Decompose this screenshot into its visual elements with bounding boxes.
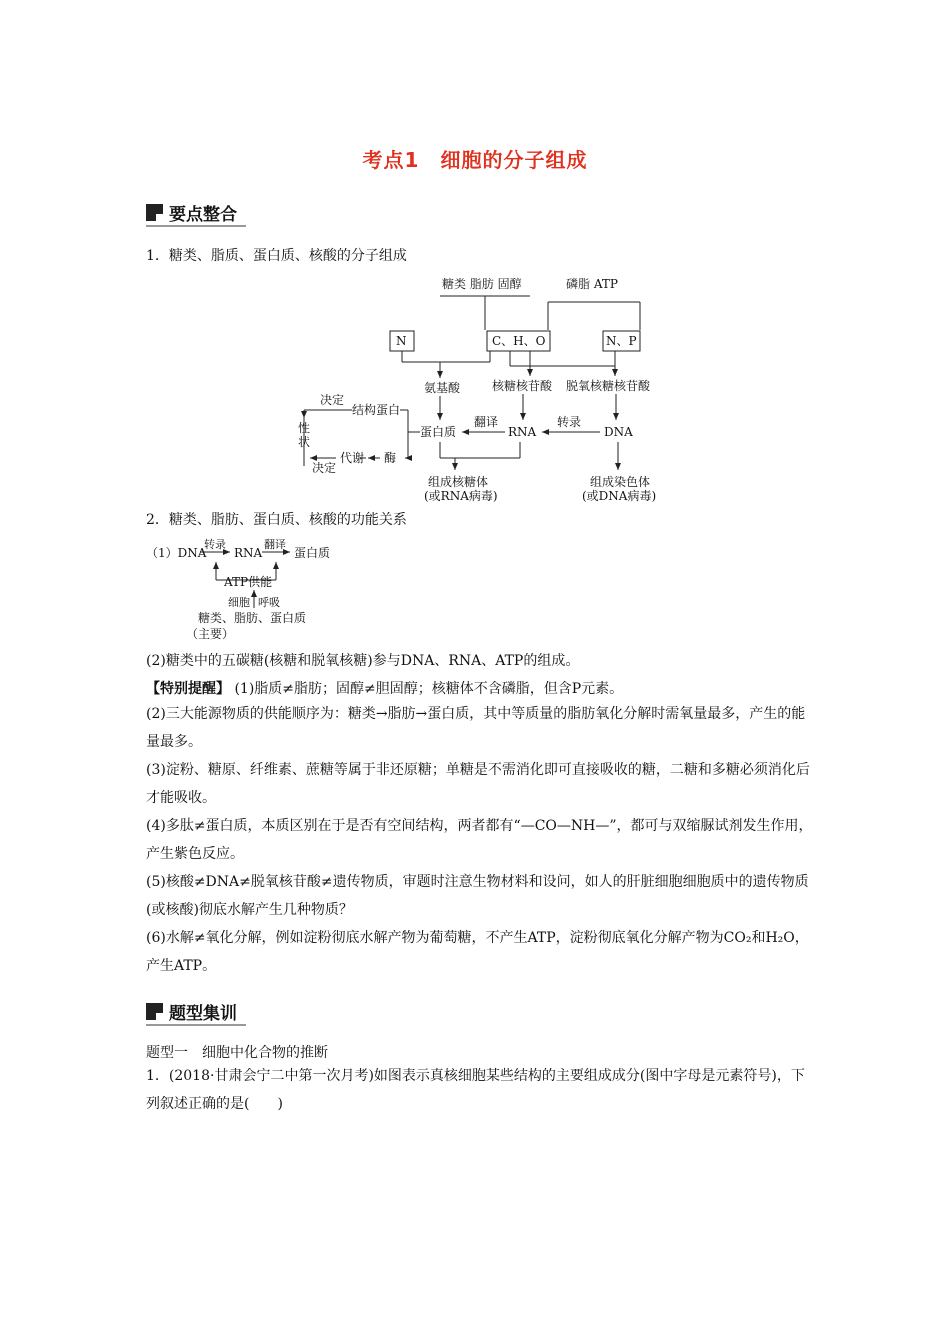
label-protein: 蛋白质	[294, 546, 331, 560]
label-transcription: 转录	[204, 538, 226, 551]
label-n: N	[396, 334, 407, 348]
special-tip-text: (1)脂质≠脂肪；固醇≠胆固醇；核糖体不含磷脂，但含P元素。	[230, 681, 624, 697]
label-rna: RNA	[234, 546, 263, 560]
page-title: 考点1 细胞的分子组成	[362, 148, 588, 172]
label-cho: C、H、O	[492, 334, 546, 348]
section-marker-icon	[146, 1003, 163, 1020]
label-sugar-fat-sterol: 糖类 脂肪 固醇	[442, 277, 522, 291]
label-np: N、P	[606, 334, 637, 348]
label-enzyme: 酶	[384, 451, 397, 465]
section-marker-icon	[146, 204, 163, 221]
label-respiration: 呼吸	[258, 596, 280, 609]
label-transcription: 转录	[557, 415, 582, 429]
label-phospholipid-atp: 磷脂 ATP	[566, 277, 618, 291]
label-metabolism: 代谢	[340, 451, 365, 465]
section-heading-question-types	[146, 996, 237, 1026]
tip-4: (4)多肽≠蛋白质，本质区别在于是否有空间结构，两者都有“—CO—NH—”，都可与双缩脲试剂发生作用，产生紫色反应。	[146, 818, 813, 862]
label-trait-2: 状	[298, 435, 311, 449]
label-ribonucleotide: 核糖核苷酸	[492, 379, 553, 393]
section-heading-text: 要点整合	[169, 204, 237, 225]
section-heading-text: 题型集训	[169, 1003, 237, 1024]
item-2-heading: 2．糖类、脂肪、蛋白质、核酸的功能关系	[146, 512, 407, 528]
paragraph-pentose: (2)糖类中的五碳糖(核糖和脱氧核糖)参与DNA、RNA、ATP的组成。	[146, 653, 580, 669]
label-amino-acid: 氨基酸	[424, 381, 461, 395]
label-dna-prefix: （1）DNA	[146, 546, 207, 560]
question-1: 1．(2018·甘肃会宁二中第一次月考)如图表示真核细胞某些结构的主要组成成分(图中字母是元素符号)，下列叙述正确的是( )	[146, 1068, 805, 1112]
label-rna-virus: (或RNA病毒)	[424, 489, 498, 503]
question-type-1: 题型一 细胞中化合物的推断	[146, 1045, 328, 1061]
label-protein: 蛋白质	[420, 425, 457, 439]
special-tip-line	[146, 679, 816, 699]
tip-2: (2)三大能源物质的供能顺序为：糖类→脂肪→蛋白质，其中等质量的脂肪氧化分解时需氧量最多，产生的能量最多。	[146, 706, 806, 750]
label-dna-virus: (或DNA病毒)	[582, 489, 657, 503]
section-underline	[146, 1024, 246, 1026]
label-atp-supply: ATP供能	[224, 575, 273, 589]
label-rna: RNA	[508, 425, 537, 439]
special-tip-label: 【特别提醒】	[146, 681, 230, 697]
label-decide-bottom: 决定	[312, 461, 337, 475]
section-heading-key-points	[146, 197, 237, 227]
molecular-composition-diagram	[280, 266, 680, 510]
label-chromosome: 组成染色体	[590, 475, 651, 489]
label-structural-protein: 结构蛋白	[352, 403, 401, 417]
function-relation-diagram	[146, 538, 366, 644]
label-cell: 细胞	[228, 596, 250, 609]
tip-5: (5)核酸≠DNA≠脱氧核苷酸≠遗传物质，审题时注意生物材料和设问，如人的肝脏细胞细胞质中的遗传物质(或核酸)彻底水解产生几种物质？	[146, 874, 809, 918]
tip-6: (6)水解≠氧化分解，例如淀粉彻底水解产物为葡萄糖，不产生ATP，淀粉彻底氧化分解产物为CO₂和H₂O，产生ATP。	[146, 930, 809, 974]
label-trait-1: 性	[298, 421, 311, 435]
label-decide-top: 决定	[320, 393, 345, 407]
section-underline	[146, 225, 246, 227]
label-translation: 翻译	[474, 415, 499, 429]
label-deoxyribonucleotide: 脱氧核糖核苷酸	[566, 379, 651, 393]
label-energy-sources: 糖类、脂肪、蛋白质	[198, 611, 307, 625]
label-main: （主要）	[186, 627, 235, 641]
item-1-heading: 1．糖类、脂质、蛋白质、核酸的分子组成	[146, 248, 407, 264]
label-ribosome: 组成核糖体	[428, 475, 489, 489]
label-translation: 翻译	[264, 538, 286, 551]
tip-3: (3)淀粉、糖原、纤维素、蔗糖等属于非还原糖；单糖是不需消化即可直接吸收的糖，二糖和多糖必须消化后才能吸收。	[146, 762, 810, 806]
label-dna: DNA	[604, 425, 633, 439]
